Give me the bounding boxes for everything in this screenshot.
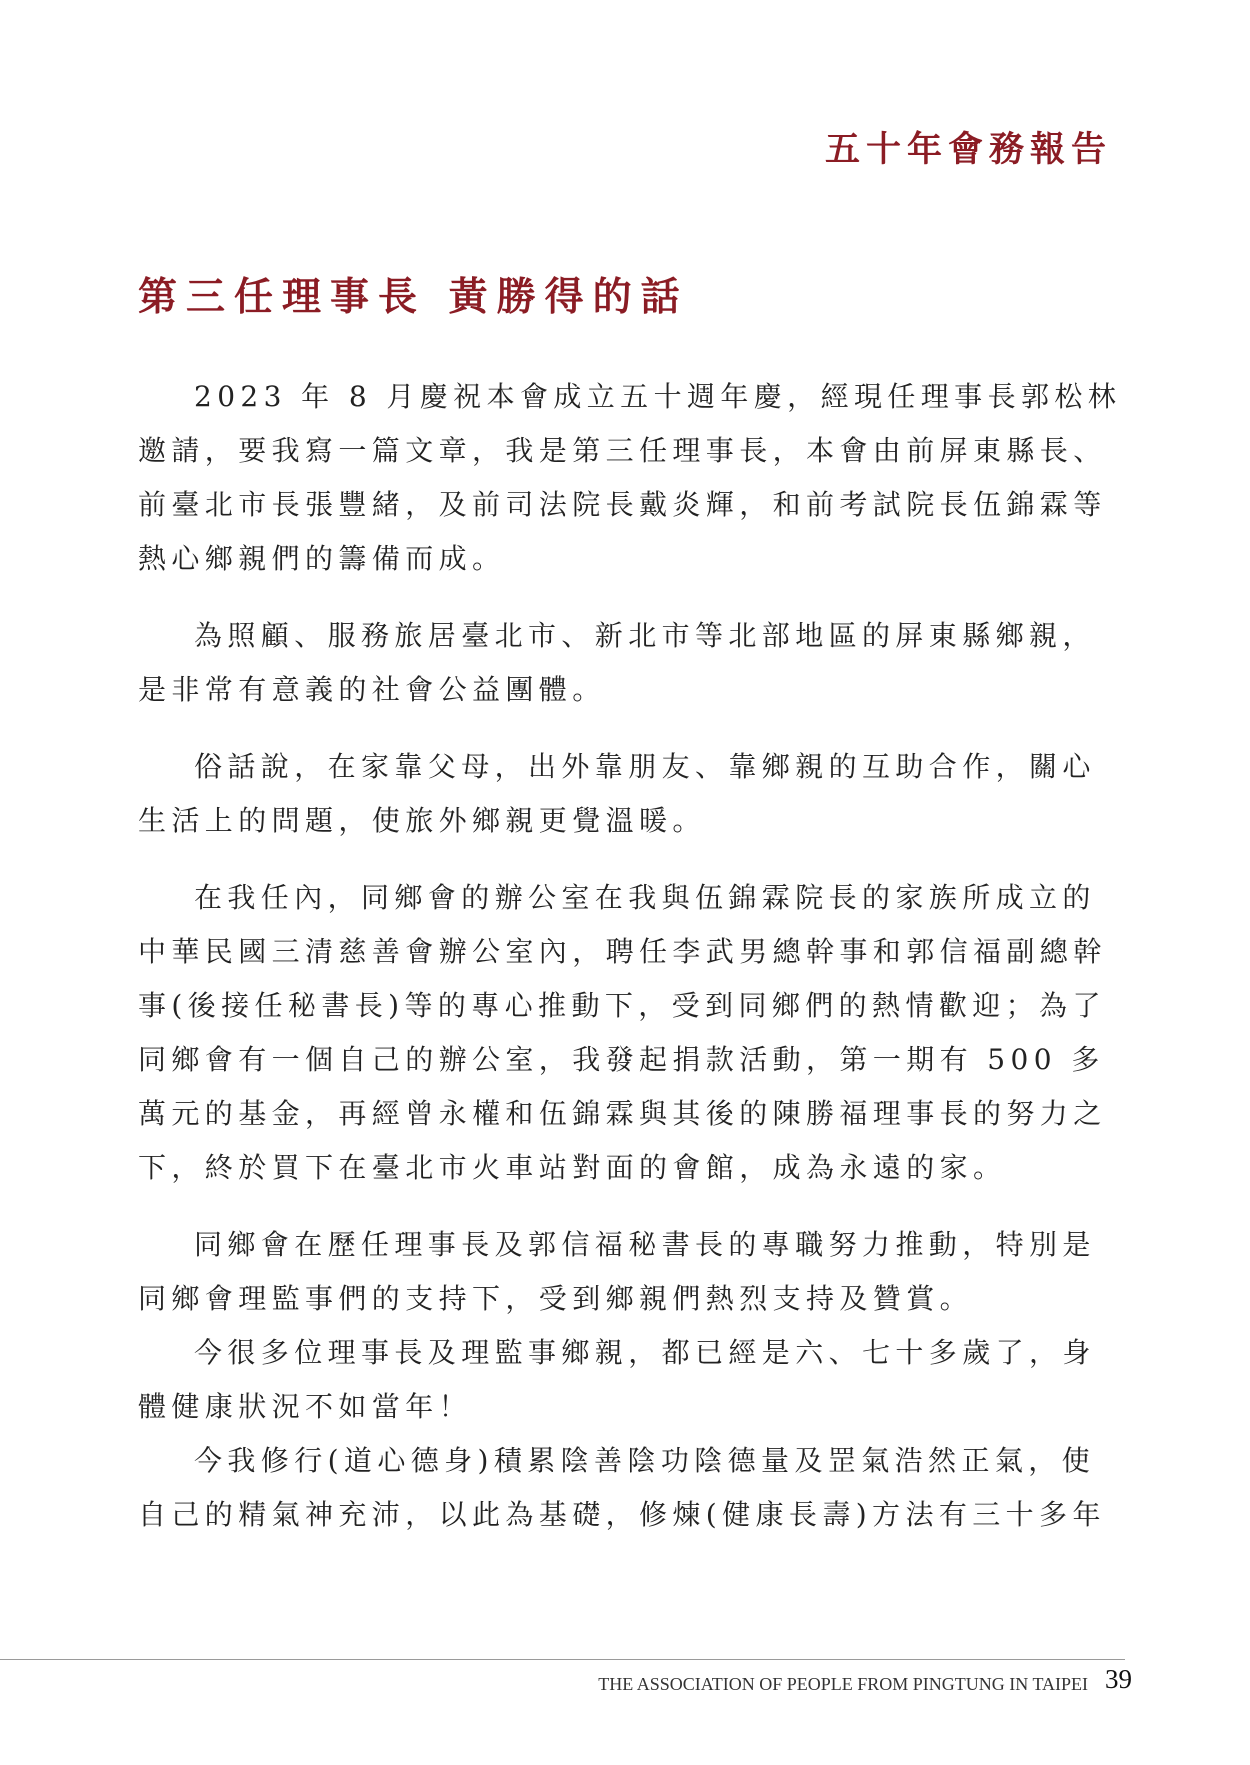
article-title: 第三任理事長 黃勝得的話 xyxy=(138,274,689,320)
paragraph: 同鄉會在歷任理事長及郭信福秘書長的專職努力推動，特別是同鄉會理監事們的支持下，受到鄉親們熱烈支持及贊賞。 xyxy=(138,1228,1096,1315)
paragraph: 在我任內，同鄉會的辦公室在我與伍錦霖院長的家族所成立的中華民國三清慈善會辦公室內，聘任李武男總幹事和郭信福副總幹事(後接任秘書長)等的專心推動下，受到同鄉們的熱情歡迎；為了同鄉會有一個自己的辦公室，我發起捐款活動，第一期有 500 多萬元的基金，再經曾永權和伍錦霖與其後的陳勝福理事長的努力之下，終於買下在臺北市火車站對面的會館，成為永遠的家。 xyxy=(138,881,1107,1184)
footer-publication-name: THE ASSOCIATION OF PEOPLE FROM PINGTUNG IN TAIPEI xyxy=(598,1674,1088,1694)
paragraph: 為照顧、服務旅居臺北市、新北市等北部地區的屏東縣鄉親，是非常有意義的社會公益團體。 xyxy=(138,619,1096,706)
paragraph: 今很多位理事長及理監事鄉親，都已經是六、七十多歲了，身體健康狀況不如當年！ xyxy=(138,1336,1096,1423)
running-header-title: 五十年會務報告 xyxy=(824,129,1112,170)
paragraph: 2023 年 8 月慶祝本會成立五十週年慶，經現任理事長郭松林邀請，要我寫一篇文章，我是第三任理事長，本會由前屏東縣長、前臺北市長張豐緒，及前司法院長戴炎輝，和前考試院長伍錦霖等熱心鄉親們的籌備而成。 xyxy=(138,380,1122,575)
paragraph: 俗話說，在家靠父母，出外靠朋友、靠鄉親的互助合作，關心生活上的問題，使旅外鄉親更覺溫暖。 xyxy=(138,750,1096,837)
article-body xyxy=(138,370,1122,1542)
footer-divider xyxy=(0,1659,1125,1660)
paragraph: 今我修行(道心德身)積累陰善陰功陰德量及罡氣浩然正氣，使自己的精氣神充沛，以此為基礎，修煉(健康長壽)方法有三十多年 xyxy=(138,1444,1106,1531)
page-number: 39 xyxy=(1105,1664,1132,1694)
